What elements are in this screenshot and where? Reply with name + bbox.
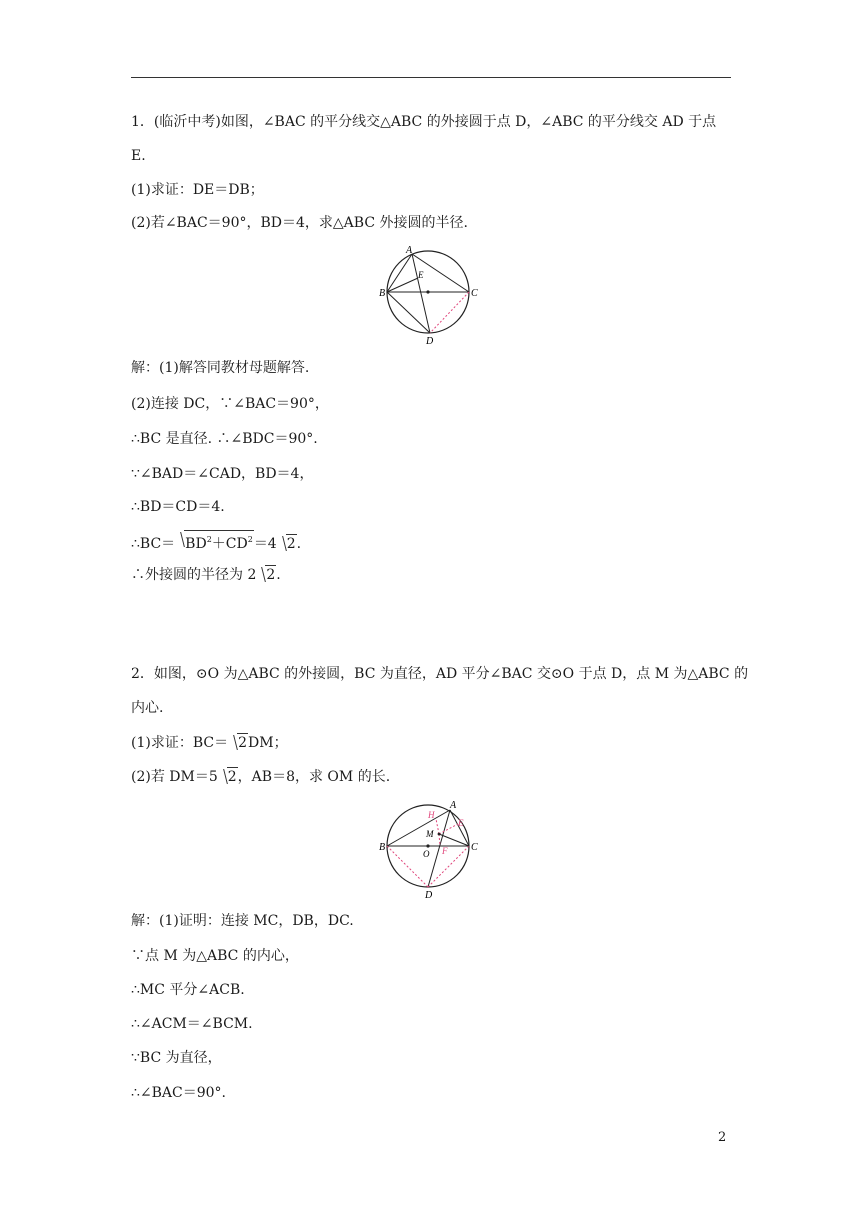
q2-label-a: A	[450, 800, 457, 811]
q1-label-d: D	[426, 336, 434, 347]
q2-label-d: D	[425, 890, 433, 901]
q2-label-e: E	[458, 818, 464, 828]
q2-sqrt-part2: 2	[219, 767, 238, 787]
q2-solution-6: ∴∠BAC＝90°.	[131, 1085, 227, 1101]
q1-solution-7: ∴外接圆的半径为 2 2.	[131, 567, 281, 583]
q1-solution-4: ∵∠BAD＝∠CAD，BD＝4，	[131, 466, 314, 482]
q1-stem-line2: E.	[131, 148, 146, 164]
q2-label-o: O	[423, 849, 430, 859]
q2-center-dot	[426, 844, 429, 847]
q2-sqrt-part1: 2	[229, 733, 248, 753]
page-number: 2	[718, 1130, 727, 1145]
q2-stem-line2: 内心.	[131, 700, 164, 716]
q2-incenter-dot	[438, 833, 441, 836]
q1-center-dot	[426, 290, 429, 293]
q1-segment-ad	[412, 254, 430, 333]
q2-segment-mc	[439, 834, 469, 846]
q2-label-h: H	[428, 810, 435, 820]
q1-stem-line1: 1．(临沂中考)如图，∠BAC 的平分线交△ABC 的外接圆于点 D，∠ABC 的平分线交 AD 于点	[131, 114, 717, 130]
q2-label-m: M	[426, 829, 434, 839]
q2-segment-ab	[387, 810, 450, 846]
q1-figure	[378, 242, 484, 348]
q1-sqrt-bd-cd: $BD^2+CD^2$	[176, 530, 254, 554]
q1-label-b: B	[379, 288, 386, 299]
q2-solution-4: ∴∠ACM＝∠BCM.	[131, 1016, 253, 1032]
q1-solution-2: (2)连接 DC，∵∠BAC＝90°，	[131, 396, 329, 412]
q2-label-c: C	[471, 842, 478, 853]
q2-label-f: F	[442, 846, 448, 856]
q2-solution-3: ∴MC 平分∠ACB.	[131, 982, 245, 998]
q1-solution-6: ∴BC＝ $BD^2+CD^2=4$ 2.	[131, 530, 731, 554]
q2-stem-line1: 2．如图，⊙O 为△ABC 的外接圆，BC 为直径，AD 平分∠BAC 交⊙O 于点 D，点 M 为△ABC 的	[131, 666, 749, 682]
q1-label-c: C	[471, 288, 478, 299]
q2-solution-5: ∵BC 为直径，	[131, 1050, 222, 1066]
q1-label-e: E	[418, 270, 424, 280]
q2-segment-me-dashed	[439, 824, 458, 834]
q2-part1: (1)求证：BC＝ 2DM；	[131, 735, 288, 751]
q2-segment-ac	[450, 810, 469, 846]
q2-segment-mh-dashed	[436, 819, 439, 834]
q1-part2: (2)若∠BAC＝90°，BD＝4，求△ABC 外接圆的半径.	[131, 215, 468, 231]
q1-sqrt-radius: 2	[257, 565, 276, 585]
q1-solution-1: 解：(1)解答同教材母题解答.	[131, 360, 310, 376]
header-rule	[131, 77, 731, 78]
q1-segment-bd	[387, 292, 430, 333]
q1-sqrt-2: 2	[278, 534, 297, 554]
q1-solution-3: ∴BC 是直径. ∴∠BDC＝90°.	[131, 431, 318, 447]
q2-solution-2: ∵点 M 为△ABC 的内心，	[131, 948, 299, 964]
q2-figure	[378, 796, 484, 902]
q2-label-b: B	[379, 842, 386, 853]
q1-part1: (1)求证：DE＝DB；	[131, 182, 264, 198]
q2-part2: (2)若 DM＝5 2，AB＝8，求 OM 的长.	[131, 769, 391, 785]
q2-solution-1: 解：(1)证明：连接 MC，DB，DC.	[131, 913, 354, 929]
q1-label-a: A	[406, 245, 413, 256]
q1-solution-5: ∴BD＝CD＝4.	[131, 499, 225, 515]
